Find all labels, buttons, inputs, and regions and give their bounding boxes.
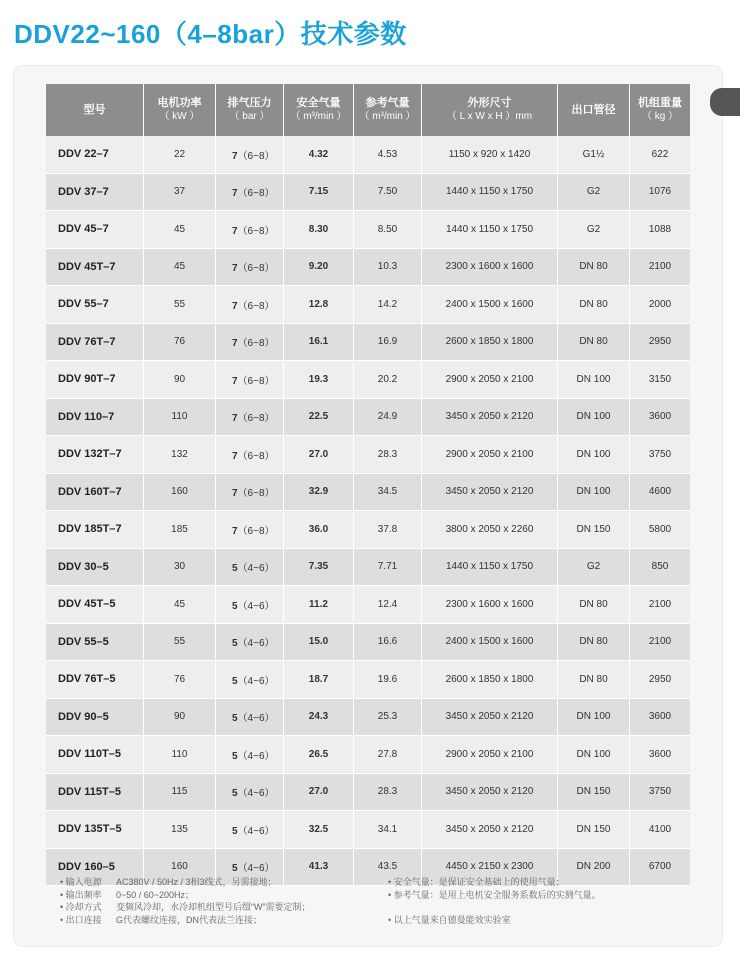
cell-ref-flow: 43.5 [354,849,422,887]
note-line [60,889,380,902]
cell-outlet: DN 100 [558,736,630,774]
pressure-main: 5 [232,788,238,800]
table-body [46,136,690,886]
cell-weight: 4100 [630,811,690,849]
column-header-label: 出口管径 [571,103,616,116]
cell-power: 45 [144,211,216,249]
cell-safe-flow: 24.3 [284,699,354,737]
cell-outlet: G2 [558,211,630,249]
cell-model: DDV 90–5 [46,699,144,737]
cell-ref-flow: 8.50 [354,211,422,249]
cell-weight: 3150 [630,361,690,399]
pressure-range: （4~6） [237,863,275,875]
note-text: G代表螺纹连接，DN代表法兰连接； [116,914,263,925]
pressure-main: 5 [232,600,238,612]
cell-weight: 4600 [630,474,690,512]
cell-safe-flow: 18.7 [284,661,354,699]
table-row [46,399,690,437]
pressure-main: 5 [232,750,238,762]
table-row [46,211,690,249]
note-line: • 安全气量：是保证安全基础上的使用气量； [388,877,565,887]
table-row [46,624,690,662]
cell-dimensions: 3450 x 2050 x 2120 [422,811,558,849]
cell-outlet: DN 80 [558,286,630,324]
pressure-main: 5 [232,638,238,650]
cell-pressure [216,774,284,812]
pressure-range: （6~8） [237,413,275,425]
cell-outlet: DN 100 [558,436,630,474]
cell-weight: 5800 [630,511,690,549]
note-line [388,901,708,914]
pressure-main: 7 [232,263,238,275]
cell-dimensions: 2900 x 2050 x 2100 [422,361,558,399]
cell-outlet: DN 200 [558,849,630,887]
cell-model: DDV 22–7 [46,136,144,174]
cell-ref-flow: 34.5 [354,474,422,512]
cell-weight: 2100 [630,249,690,287]
column-header-label: 外形尺寸 [467,97,512,109]
note-label: • 输入电源 [60,877,102,887]
pressure-main: 7 [232,225,238,237]
cell-model: DDV 115T–5 [46,774,144,812]
note-label: • 冷却方式 [60,902,102,912]
cell-model: DDV 110–7 [46,399,144,437]
pressure-range: （6~8） [237,150,275,162]
spec-table [46,84,690,886]
pressure-range: （4~6） [237,825,275,837]
pressure-main: 7 [232,150,238,162]
cell-power: 132 [144,436,216,474]
column-header [422,84,558,136]
cell-ref-flow: 20.2 [354,361,422,399]
cell-ref-flow: 10.3 [354,249,422,287]
cell-power: 90 [144,361,216,399]
cell-weight: 2950 [630,661,690,699]
table-row [46,661,690,699]
cell-ref-flow: 16.9 [354,324,422,362]
cell-ref-flow: 12.4 [354,586,422,624]
cell-safe-flow: 8.30 [284,211,354,249]
pressure-range: （6~8） [237,263,275,275]
table-row [46,774,690,812]
cell-ref-flow: 7.71 [354,549,422,587]
footnotes-left [60,876,380,926]
column-header-unit: （ kg ） [641,111,679,122]
cell-dimensions: 1440 x 1150 x 1750 [422,174,558,212]
cell-ref-flow: 28.3 [354,436,422,474]
note-label: • 出口连接 [60,914,102,925]
column-header [354,84,422,136]
pressure-range: （4~6） [237,675,275,687]
pressure-main: 7 [232,338,238,350]
cell-weight: 3600 [630,736,690,774]
cell-model: DDV 76T–5 [46,661,144,699]
cell-model: DDV 110T–5 [46,736,144,774]
cell-dimensions: 2300 x 1600 x 1600 [422,249,558,287]
cell-dimensions: 2600 x 1850 x 1800 [422,661,558,699]
cell-weight: 3600 [630,699,690,737]
cell-outlet: DN 80 [558,249,630,287]
column-header-label: 排气压力 [227,97,272,109]
cell-pressure [216,249,284,287]
column-header-unit: （ L x W x H ）mm [446,111,533,122]
pressure-main: 7 [232,450,238,462]
pressure-range: （6~8） [237,300,275,312]
cell-safe-flow: 19.3 [284,361,354,399]
cell-safe-flow: 9.20 [284,249,354,287]
cell-power: 55 [144,624,216,662]
cell-safe-flow: 7.35 [284,549,354,587]
column-header [558,84,630,136]
cell-power: 160 [144,474,216,512]
cell-outlet: G2 [558,549,630,587]
pressure-range: （6~8） [237,450,275,462]
cell-power: 55 [144,286,216,324]
table-row [46,436,690,474]
cell-weight: 1088 [630,211,690,249]
cell-outlet: DN 100 [558,699,630,737]
column-header-label: 机组重量 [638,97,682,109]
cell-safe-flow: 27.0 [284,774,354,812]
cell-power: 90 [144,699,216,737]
cell-pressure [216,174,284,212]
cell-dimensions: 2600 x 1850 x 1800 [422,324,558,362]
cell-model: DDV 45T–5 [46,586,144,624]
column-header [284,84,354,136]
cell-model: DDV 160–5 [46,849,144,887]
pressure-range: （4~6） [237,788,275,800]
cell-weight: 6700 [630,849,690,887]
table-row [46,249,690,287]
pressure-range: （6~8） [237,188,275,200]
cell-outlet: DN 80 [558,661,630,699]
cell-model: DDV 45T–7 [46,249,144,287]
cell-dimensions: 2900 x 2050 x 2100 [422,736,558,774]
cell-dimensions: 3450 x 2050 x 2120 [422,474,558,512]
note-text: 变频风冷却，水冷却机组型号后缀“W”需要定制； [116,902,311,912]
cell-dimensions: 1440 x 1150 x 1750 [422,549,558,587]
pressure-range: （4~6） [237,600,275,612]
footnotes-right [388,876,708,926]
table-row [46,699,690,737]
table-row [46,511,690,549]
cell-outlet: G2 [558,174,630,212]
cell-power: 76 [144,661,216,699]
column-header [216,84,284,136]
cell-pressure [216,699,284,737]
cell-pressure [216,549,284,587]
cell-model: DDV 45–7 [46,211,144,249]
pressure-range: （6~8） [237,225,275,237]
cell-dimensions: 1440 x 1150 x 1750 [422,211,558,249]
pressure-main: 5 [232,825,238,837]
table-row [46,136,690,174]
cell-power: 115 [144,774,216,812]
cell-outlet: DN 100 [558,361,630,399]
cell-ref-flow: 7.50 [354,174,422,212]
cell-safe-flow: 11.2 [284,586,354,624]
pressure-main: 7 [232,525,238,537]
cell-ref-flow: 19.6 [354,661,422,699]
note-text: AC380V / 50Hz / 3相3线式，另需接地； [116,877,277,887]
cell-weight: 2100 [630,586,690,624]
cell-dimensions: 3450 x 2050 x 2120 [422,699,558,737]
cell-pressure [216,286,284,324]
pressure-main: 7 [232,488,238,500]
cell-ref-flow: 14.2 [354,286,422,324]
table-row [46,286,690,324]
pressure-main: 5 [232,863,238,875]
pressure-main: 7 [232,413,238,425]
column-header [144,84,216,136]
cell-weight: 3750 [630,436,690,474]
cell-safe-flow: 4.32 [284,136,354,174]
cell-outlet: DN 150 [558,511,630,549]
cell-pressure [216,624,284,662]
pressure-main: 7 [232,188,238,200]
pressure-range: （6~8） [237,525,275,537]
cell-model: DDV 37–7 [46,174,144,212]
table-row [46,811,690,849]
table-row [46,549,690,587]
cell-model: DDV 55–7 [46,286,144,324]
cell-model: DDV 90T–7 [46,361,144,399]
column-header-label: 电机功率 [157,97,202,109]
cell-safe-flow: 12.8 [284,286,354,324]
pressure-range: （4~6） [237,713,275,725]
cell-power: 160 [144,849,216,887]
cell-power: 135 [144,811,216,849]
cell-model: DDV 185T–7 [46,511,144,549]
cell-outlet: DN 80 [558,586,630,624]
pressure-range: （6~8） [237,338,275,350]
cell-weight: 1076 [630,174,690,212]
cell-pressure [216,436,284,474]
cell-safe-flow: 32.5 [284,811,354,849]
cell-power: 22 [144,136,216,174]
cell-outlet: DN 150 [558,811,630,849]
cell-dimensions: 3450 x 2050 x 2120 [422,774,558,812]
cell-dimensions: 2400 x 1500 x 1600 [422,286,558,324]
cell-power: 45 [144,249,216,287]
cell-ref-flow: 37.8 [354,511,422,549]
pressure-range: （6~8） [237,488,275,500]
cell-outlet: G1½ [558,136,630,174]
column-header [630,84,690,136]
cell-safe-flow: 26.5 [284,736,354,774]
side-tab-marker [710,88,740,116]
cell-weight: 3750 [630,774,690,812]
cell-power: 76 [144,324,216,362]
cell-pressure [216,136,284,174]
cell-outlet: DN 80 [558,624,630,662]
cell-pressure [216,661,284,699]
cell-model: DDV 135T–5 [46,811,144,849]
pressure-range: （6~8） [237,375,275,387]
cell-pressure [216,811,284,849]
cell-dimensions: 2300 x 1600 x 1600 [422,586,558,624]
cell-model: DDV 160T–7 [46,474,144,512]
pressure-main: 5 [232,563,238,575]
cell-outlet: DN 100 [558,474,630,512]
pressure-main: 7 [232,375,238,387]
column-header-unit: （ m³/min ） [290,111,347,122]
table-header [46,84,690,136]
cell-pressure [216,324,284,362]
column-header-unit: （ kW ） [159,111,200,122]
cell-ref-flow: 25.3 [354,699,422,737]
column-header-label: 参考气量 [365,97,410,109]
cell-pressure [216,211,284,249]
column-header-label: 型号 [83,103,106,116]
cell-safe-flow: 32.9 [284,474,354,512]
cell-dimensions: 1150 x 920 x 1420 [422,136,558,174]
cell-ref-flow: 24.9 [354,399,422,437]
cell-power: 110 [144,736,216,774]
pressure-main: 5 [232,675,238,687]
cell-pressure [216,399,284,437]
cell-pressure [216,736,284,774]
header-row [46,84,690,136]
table-row [46,361,690,399]
cell-model: DDV 30–5 [46,549,144,587]
pressure-range: （4~6） [237,638,275,650]
cell-power: 37 [144,174,216,212]
cell-power: 110 [144,399,216,437]
cell-weight: 3600 [630,399,690,437]
table-row [46,174,690,212]
cell-model: DDV 76T–7 [46,324,144,362]
cell-weight: 2000 [630,286,690,324]
note-line [60,901,380,914]
cell-pressure [216,586,284,624]
cell-ref-flow: 34.1 [354,811,422,849]
cell-safe-flow: 7.15 [284,174,354,212]
note-line: • 以上气量来自德曼能效实验室 [388,914,511,925]
cell-dimensions: 4450 x 2150 x 2300 [422,849,558,887]
note-line [60,914,380,927]
cell-ref-flow: 4.53 [354,136,422,174]
pressure-range: （4~6） [237,563,275,575]
cell-safe-flow: 36.0 [284,511,354,549]
cell-outlet: DN 100 [558,399,630,437]
column-header-unit: （ bar ） [229,111,270,122]
cell-pressure [216,511,284,549]
pressure-main: 7 [232,300,238,312]
cell-dimensions: 3450 x 2050 x 2120 [422,399,558,437]
cell-dimensions: 2900 x 2050 x 2100 [422,436,558,474]
cell-power: 45 [144,586,216,624]
cell-safe-flow: 22.5 [284,399,354,437]
column-header [46,84,144,136]
cell-pressure [216,361,284,399]
cell-weight: 2100 [630,624,690,662]
cell-safe-flow: 16.1 [284,324,354,362]
cell-ref-flow: 28.3 [354,774,422,812]
cell-ref-flow: 27.8 [354,736,422,774]
column-header-unit: （ m³/min ） [359,111,416,122]
cell-power: 30 [144,549,216,587]
pressure-main: 5 [232,713,238,725]
table-row [46,324,690,362]
note-line [60,876,380,889]
cell-safe-flow: 15.0 [284,624,354,662]
cell-dimensions: 3800 x 2050 x 2260 [422,511,558,549]
cell-model: DDV 55–5 [46,624,144,662]
note-text: 0~50 / 60~200Hz； [116,889,195,900]
note-label: • 输出频率 [60,889,102,900]
cell-pressure [216,474,284,512]
table-row [46,586,690,624]
pressure-range: （4~6） [237,750,275,762]
cell-model: DDV 132T–7 [46,436,144,474]
cell-weight: 622 [630,136,690,174]
cell-weight: 850 [630,549,690,587]
cell-safe-flow: 27.0 [284,436,354,474]
cell-ref-flow: 16.6 [354,624,422,662]
cell-outlet: DN 150 [558,774,630,812]
cell-power: 185 [144,511,216,549]
column-header-label: 安全气量 [296,97,341,109]
cell-dimensions: 2400 x 1500 x 1600 [422,624,558,662]
cell-outlet: DN 80 [558,324,630,362]
table-row [46,736,690,774]
cell-safe-flow: 41.3 [284,849,354,887]
page-title: DDV22~160（4–8bar）技术参数 [14,19,407,49]
note-line: • 参考气量：是用上电机安全服务系数后的实测气量。 [388,889,601,900]
cell-weight: 2950 [630,324,690,362]
table-row [46,474,690,512]
